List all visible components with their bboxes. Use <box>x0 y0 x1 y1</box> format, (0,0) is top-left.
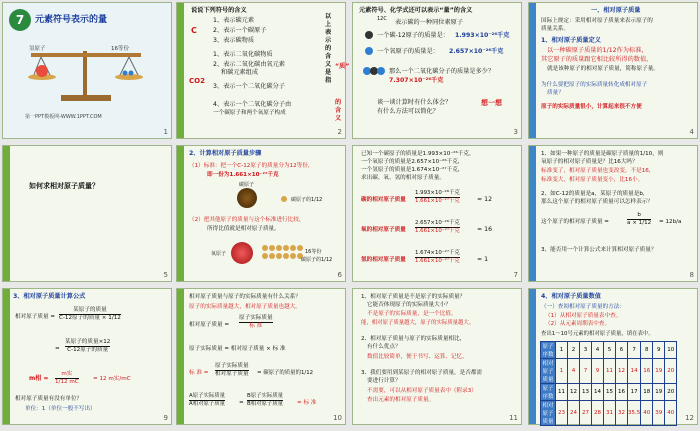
row-header: 相对原子质量 <box>541 401 556 426</box>
cell: 13 <box>580 384 592 401</box>
slide-5[interactable] <box>2 145 172 282</box>
q2-line-2: 那么这个原子的相对原子质量可以怎样表示？ <box>541 199 653 205</box>
given-1: 已知一个碳原子的质量是1.993×10⁻²⁶千克， <box>361 151 475 157</box>
cell: 20 <box>665 384 677 401</box>
q3-question: 3、能否用一个计算公式来计算相对原子质量？ <box>541 247 657 253</box>
row-header: 原子序数 <box>541 342 556 359</box>
q1-line-2: 它能否体现原子的实际质量大小？ <box>367 302 451 308</box>
carbon-numerator: 1.993×10⁻²⁶千克 <box>415 190 460 196</box>
step-2-result: 所得比值就是相对原子质量。 <box>207 226 280 232</box>
cell: 23 <box>556 401 568 426</box>
carbon-denominator: 1.661×10⁻²⁷千克 <box>415 198 460 204</box>
formula-1-denominator: C-12原子的质量 × 1/12 <box>59 315 121 321</box>
cell: 11 <box>556 384 568 401</box>
side-note: 以上表示的含义是指 <box>325 13 332 84</box>
eq4-result: = 标 准 <box>297 400 317 406</box>
relation-question: 相对原子质量与原子的实际质量有什么关系？ <box>189 294 301 300</box>
cell: 27 <box>580 401 592 426</box>
row-header: 相对原子质量 <box>541 359 556 384</box>
slide-11[interactable] <box>352 288 522 425</box>
slide-number: 2 <box>337 128 342 136</box>
definition-line-1: 以一种碳原子质量的1/12作为标准， <box>547 47 648 54</box>
q1-line-1: 1、如果一种原子的质量是碳原子质量的1/10，则 <box>541 151 664 157</box>
why-answer: 原子的实际质量很小，计算起来很不方便 <box>541 104 642 110</box>
cell: 9 <box>592 359 604 384</box>
slide-12[interactable] <box>528 288 698 425</box>
one-twelfth-icon <box>281 196 287 202</box>
eq3-label: 标 准 = <box>189 370 209 376</box>
why-question: 为什么要把原子的实际质量转化成相对原子 <box>541 82 648 88</box>
q3-line-1: 3、我们要用到某原子的相对原子质量，是否都需 <box>361 370 483 376</box>
a3-line-1: 不需要，可以从相对原子质量表中（附录3） <box>367 388 477 394</box>
sixteen-parts-icon <box>261 244 305 262</box>
slide-2-question: 说说下列符号的含义 <box>191 7 247 14</box>
cell: 20 <box>665 359 677 384</box>
scale-left-label: 氢原子 <box>29 46 46 52</box>
cell: 39 <box>653 401 665 426</box>
cell: 15 <box>604 384 616 401</box>
eq3-result: = 碳原子的质量的1/12 <box>257 370 314 376</box>
oxygen-atom-icon <box>365 47 373 55</box>
intl-rule: 国际上规定：采用相对原子质量来表示原子的 <box>541 18 653 24</box>
slide-12-heading: 4、相对原子质量数值 <box>541 293 601 300</box>
cell: 9 <box>653 342 665 359</box>
eq2: 原子实际质量 = 相对原子质量 × 标 准 <box>189 346 286 352</box>
why-question-2: 质量？ <box>547 90 564 96</box>
symbol-co2: CO2 <box>189 77 205 85</box>
oxygen-mass-value: 2.657×10⁻²⁶千克 <box>449 48 504 55</box>
table-row <box>541 342 677 359</box>
eq1-numerator: 原子实际质量 <box>239 315 273 321</box>
definition-heading: 1、相对原子质量定义 <box>541 37 601 44</box>
formula-2-label: = <box>55 346 60 352</box>
lookup-method-2: （2）从元素周期表中查。 <box>545 321 611 327</box>
think-question-2: 有什么方法可以简化？ <box>377 108 439 115</box>
c-meaning-1: 1、表示碳元素 <box>213 17 255 24</box>
slide-3-heading: 元素符号、化学式还可以表示“量”的含义 <box>359 7 473 14</box>
eq4-b: B原子实际质量 <box>247 393 284 399</box>
q2-result: = 12b/a <box>659 219 682 225</box>
cell: 24 <box>568 401 580 426</box>
co2-meaning-2: 2、表示二氧化碳由氧元素 <box>213 61 285 68</box>
c-meaning-3: 3、表示碳物质 <box>213 37 255 44</box>
lookup-heading: （一）查阅相对原子质量的方法： <box>541 304 625 310</box>
eq3-denominator: 相对原子质量 <box>215 371 249 377</box>
step-2: （2）把其他原子的质量与这个标准进行比较， <box>189 217 305 223</box>
symbol-c: C <box>191 26 197 35</box>
table-row <box>541 384 677 401</box>
given-3: 一个氢原子的质量是1.674×10⁻²⁷千克， <box>361 167 464 173</box>
cell: 12 <box>568 384 580 401</box>
q1-answer-1: 标准变了，相对原子质量也变改变。不是16， <box>541 168 655 174</box>
cell: 2 <box>568 342 580 359</box>
lookup-method-1: （1）从相对原子质量表中查。 <box>545 313 622 319</box>
cell: 7 <box>580 359 592 384</box>
formula-2-numerator: 某原子的质量×12 <box>65 339 111 345</box>
chapter-badge: 7 <box>9 9 31 31</box>
co2-meaning-3: 3、表示一个二氧化碳分子 <box>213 83 285 90</box>
eq4-d: B相对原子质量 <box>247 401 284 407</box>
q2-formula-label: 这个原子的相对原子质量 = <box>541 219 609 225</box>
cell: 11 <box>604 359 616 384</box>
a3-line-2: 查出元素的相对原子质量。 <box>367 397 435 403</box>
think-stamp: 想一想 <box>481 99 502 107</box>
co2-meaning-1: 1、表示二氧化碳物质 <box>213 51 273 58</box>
oxygen-label: 氧原子 <box>211 251 227 257</box>
step-1-standard: 即一份为1.661×10⁻²⁷千克 <box>207 172 279 178</box>
c-meaning-2: 2、表示一个碳原子 <box>213 27 267 34</box>
eq4-c: A相对原子质量 <box>189 401 226 407</box>
slide-number: 4 <box>689 128 694 136</box>
q1-answer-2: 标准变大，相对原子质量变小，比16小。 <box>541 177 644 183</box>
slide-1[interactable] <box>2 2 172 139</box>
cell: 40 <box>665 401 677 426</box>
template-footer: 第一PPT模板网-WWW.1PPT.COM <box>25 114 102 120</box>
hydrogen-numerator: 1.674×10⁻²⁷千克 <box>415 250 460 256</box>
definition-line-3: 就是该种原子的相对原子质量，简称原子量。 <box>547 66 659 72</box>
eq1-label: 相对原子质量 = <box>189 322 230 328</box>
carbon-atom-icon <box>237 188 257 208</box>
carbon-label: 碳原子 <box>239 182 255 188</box>
side-note-2: 的含义 <box>335 99 342 122</box>
slide-number: 6 <box>337 271 342 279</box>
hydrogen-denominator: 1.661×10⁻²⁷千克 <box>415 258 460 264</box>
co2-molecule-icon <box>363 65 385 77</box>
intl-rule-2: 质量关系。 <box>541 26 569 32</box>
cell: 14 <box>628 359 641 384</box>
one-twelfth-label: 碳原子的1/12 <box>291 197 323 203</box>
isotope-note: 表示碳的一种同位素原子 <box>395 19 464 26</box>
slide-10[interactable]: 相对原子质量与原子的实际质量有什么关系？ 原子的实际质量越大，相对原子质量也越大。 相对原子质量 = 原子实际质量 标 准 原子实际质量 = 相对原子质量 × 标 准 标 准 = 原子实际质量 相对原子质量 = 碳原子的质量的1/12 A原子实际质量 A相对原子质量 = B原子实际质量 B相对原子质量 = 标 准 10 <box>176 288 346 425</box>
slide-9[interactable]: 3、相对原子质量计算公式 相对原子质量 = 某原子的质量 C-12原子的质量 × 1/12 = 某原子的质量×12 C-12原子的质量 m相 = m实 1/12 mC = 12 m实/mC 相对原子质量有没有单位？ 单位：1（单位一般不写出） 9 <box>2 288 172 425</box>
cell: 14 <box>592 384 604 401</box>
unit-answer: 单位：1（单位一般不写出） <box>25 406 96 412</box>
oxygen-numerator: 2.657×10⁻²⁶千克 <box>415 220 460 226</box>
q2-denominator: a × 1/12 <box>627 220 652 226</box>
hydrogen-result: ≈ 1 <box>477 256 489 263</box>
cell: 40 <box>641 401 653 426</box>
given-4: 求出碳、氧、氢的相对原子质量。 <box>361 175 445 181</box>
cell: 28 <box>592 401 604 426</box>
slide-number: 5 <box>163 271 168 279</box>
slide-number: 7 <box>513 271 518 279</box>
eq3-numerator: 原子实际质量 <box>215 363 249 369</box>
cell: 32 <box>616 401 628 426</box>
co2-meaning-4: 4、表示一个二氧化碳分子由 <box>213 101 292 108</box>
slide-number: 1 <box>163 128 168 136</box>
a1-line-1: 不是原子的实际质量，是一个比值。 <box>367 311 457 317</box>
slide-number: 8 <box>689 271 694 279</box>
formula-2-denominator: C-12原子的质量 <box>67 347 109 353</box>
slide-number: 3 <box>513 128 518 136</box>
oxygen-result: ≈ 16 <box>477 226 493 233</box>
table-row <box>541 401 677 426</box>
step-1: （1）标准：把一个C-12原子的质量分为12等份， <box>189 163 314 169</box>
cell: 19 <box>653 359 665 384</box>
slide-8[interactable] <box>528 145 698 282</box>
cell: 31 <box>604 401 616 426</box>
cell: 4 <box>592 342 604 359</box>
cell: 18 <box>641 384 653 401</box>
cell: 1 <box>556 342 568 359</box>
lookup-task: 查出1～10号元素的相对原子质量，填在表中。 <box>541 331 654 337</box>
slide-5-question: 如何求相对原子质量？ <box>29 182 99 190</box>
oxygen-atom-icon <box>231 242 253 264</box>
carbon-mass-label: 一个碳-12原子的质量是： <box>377 32 449 39</box>
cell: 10 <box>665 342 677 359</box>
carbon-result: ≈ 12 <box>477 196 493 203</box>
cell: 3 <box>580 342 592 359</box>
q2-line-2: 有什么优点？ <box>367 344 401 350</box>
formula-1-numerator: 某原子的质量 <box>59 307 121 315</box>
eq4-a: A原子实际质量 <box>189 393 226 399</box>
eq1-denominator: 标 准 <box>249 323 263 329</box>
carbon-rel-label: 碳的相对原子质量 <box>361 197 406 203</box>
oxygen-denominator: 1.661×10⁻²⁷千克 <box>415 228 460 234</box>
carbon-mass-value: 1.993×10⁻²⁶千克 <box>455 32 510 39</box>
slide-4[interactable] <box>528 2 698 139</box>
cell: 5 <box>604 342 616 359</box>
scale-right-label: 16等份 <box>111 46 129 52</box>
slide-number: 12 <box>685 414 694 422</box>
slide-4-heading: 一、相对原子质量 <box>591 7 641 14</box>
formula-3-label: m相 = <box>29 375 49 382</box>
cell: 16 <box>616 384 628 401</box>
cell: 1 <box>556 359 568 384</box>
cell: 17 <box>628 384 641 401</box>
q2-line-1: 2、相对原子质量与原子的实际质量相比， <box>361 336 466 342</box>
q3-line-2: 要进行计算？ <box>367 378 401 384</box>
think-question-1: 谈一谈计算时有什么体会？ <box>377 99 452 106</box>
cell: 16 <box>641 359 653 384</box>
row-header: 原子序数 <box>541 384 556 401</box>
cell: 19 <box>653 384 665 401</box>
q1-line-1: 1、相对原子质量是不是原子的实际质量？ <box>361 294 466 300</box>
cell: 4 <box>568 359 580 384</box>
table-row <box>541 359 677 384</box>
hydrogen-rel-label: 氢的相对原子质量 <box>361 257 406 263</box>
slide-3[interactable] <box>352 2 522 139</box>
definition-line-2: 其它原子的质量跟它相比较所得的数值， <box>541 56 653 63</box>
formula-1-label: 相对原子质量 = <box>15 314 56 320</box>
a2: 数值比较简单，便于书写、运算、记忆。 <box>367 354 468 360</box>
cell: 35.5 <box>628 401 641 426</box>
slide-number: 9 <box>163 414 168 422</box>
slide-9-heading: 3、相对原子质量计算公式 <box>13 293 86 300</box>
slide-6[interactable] <box>176 145 346 282</box>
atomic-mass-table <box>540 341 677 426</box>
unit-question: 相对原子质量有没有单位？ <box>15 396 83 402</box>
q1-line-2: 氧原子的相对原子质量是？比16大吗？ <box>541 159 638 165</box>
oxygen-rel-label: 氧的相对原子质量 <box>361 227 406 233</box>
slide-number: 10 <box>333 414 342 422</box>
cell: 7 <box>628 342 641 359</box>
relation-answer: 原子的实际质量越大，相对原子质量也越大。 <box>189 304 301 310</box>
cell: 8 <box>641 342 653 359</box>
cell: 12 <box>616 359 628 384</box>
q2-line-1: 2、如C-12的质量是a，某原子的质量是b， <box>541 191 649 197</box>
carbon-atom-icon <box>365 31 373 39</box>
given-2: 一个氧原子的质量是2.657×10⁻²⁶千克， <box>361 159 464 165</box>
side-note-zhi: “质” <box>335 63 350 70</box>
slide-number: 11 <box>509 414 518 422</box>
a1-line-2: 能，相对原子质量越大，原子的实际质量越大。 <box>361 320 475 326</box>
cell: 6 <box>616 342 628 359</box>
co2-mass-value: 7.307×10⁻²⁶千克 <box>389 77 444 84</box>
slide-2[interactable] <box>176 2 350 139</box>
oxygen-mass-label: 一个氧原子的质量是： <box>377 48 439 55</box>
slide-1-title: 元素符号表示的量 <box>35 15 108 25</box>
sixteen-label-2: 碳原子的1/12 <box>301 257 333 263</box>
sixteen-label: 16等份 <box>305 249 322 255</box>
co2-meaning-4b: 一个碳原子和两个氧原子构成 <box>213 110 286 116</box>
isotope-symbol: 12C <box>377 16 387 22</box>
co2-question: 那么一个二氧化碳分子的质量是多少？ <box>389 68 495 75</box>
co2-meaning-2b: 和碳元素组成 <box>221 69 259 76</box>
slide-7[interactable] <box>352 145 522 282</box>
q2-numerator: b <box>627 212 651 220</box>
slide-6-heading: 2、计算相对原子质量步骤 <box>189 150 262 157</box>
